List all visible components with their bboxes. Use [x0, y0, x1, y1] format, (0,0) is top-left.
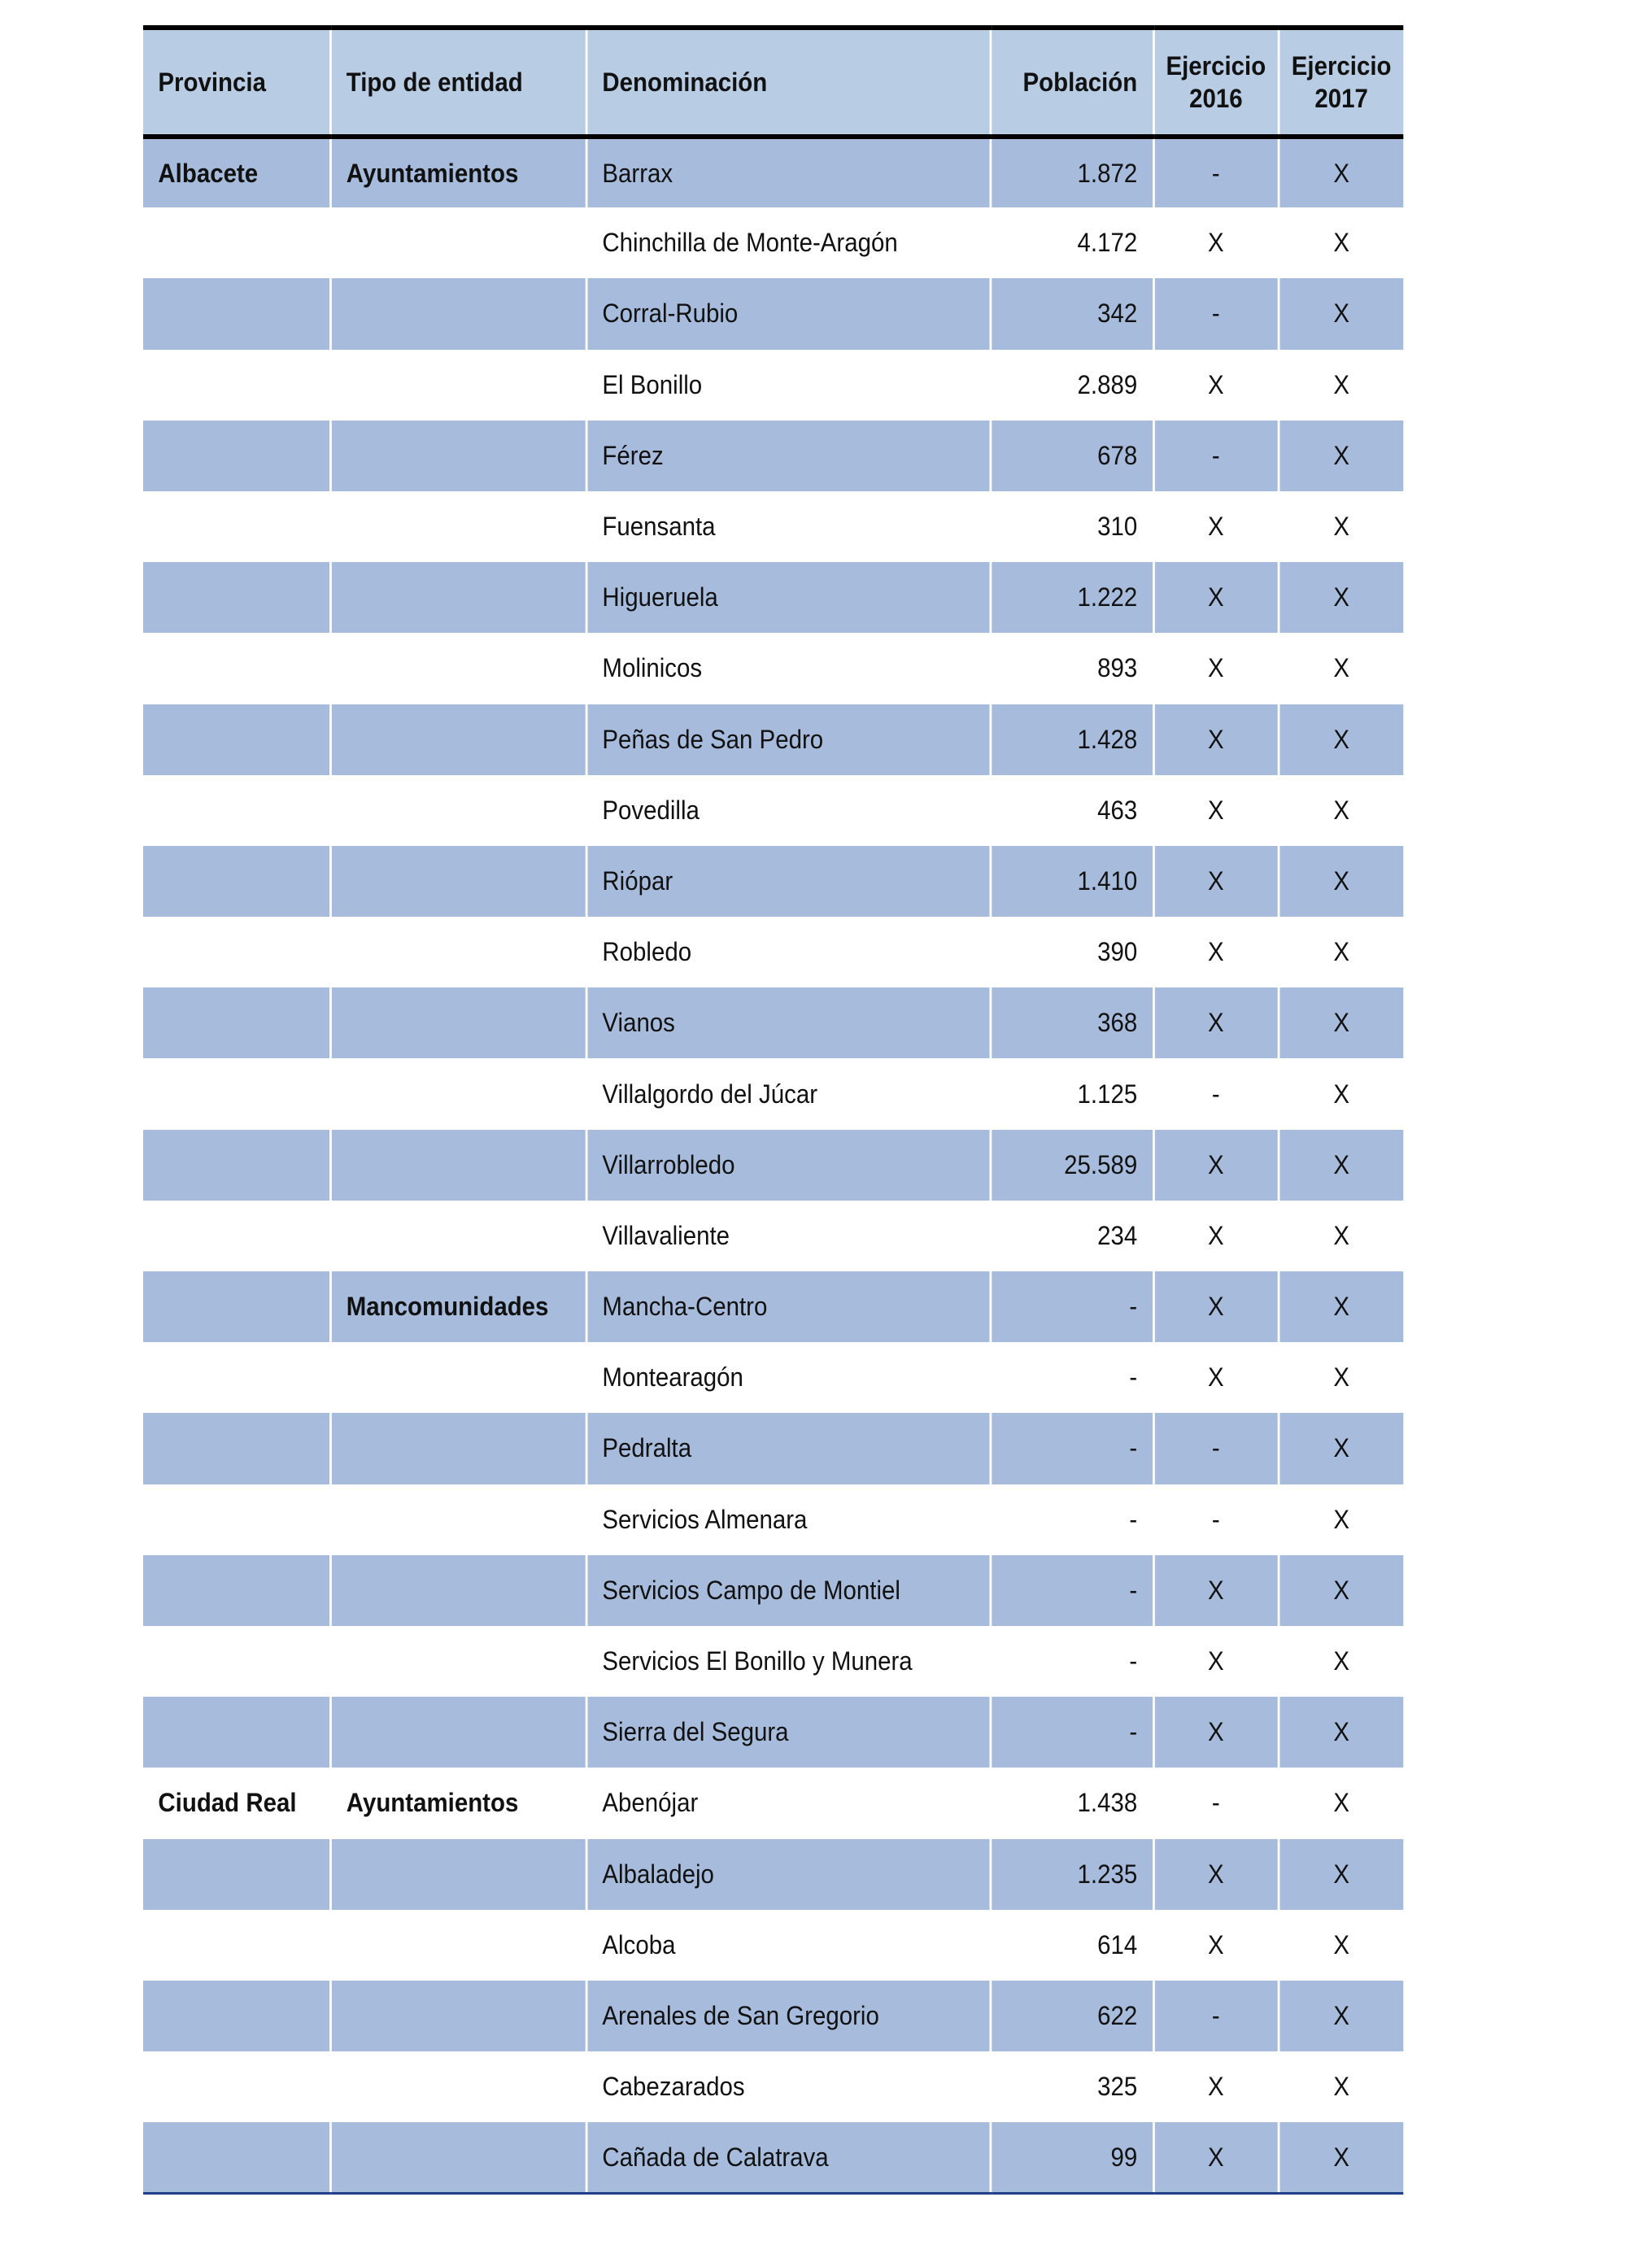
cell-denominacion: Villavaliente — [586, 1201, 991, 1271]
cell-ejercicio-2016: - — [1153, 1058, 1279, 1129]
cell-denominacion: Mancha-Centro — [586, 1271, 991, 1342]
header-ejercicio-2016 — [1153, 28, 1279, 137]
cell-denominacion: El Bonillo — [586, 350, 991, 421]
cell-ejercicio-2017: X — [1333, 1504, 1349, 1534]
cell-provincia — [143, 917, 330, 987]
cell-provincia — [143, 1201, 330, 1271]
cell-provincia — [143, 1130, 330, 1201]
header-poblacion: Población — [990, 28, 1153, 137]
table-row — [143, 278, 1403, 349]
cell-ejercicio-2017: X — [1333, 512, 1349, 542]
header-tipo-entidad: Tipo de entidad — [330, 28, 586, 137]
cell-tipo-entidad — [330, 987, 586, 1058]
table-header — [143, 28, 1403, 137]
cell-tipo-entidad: Ayuntamientos — [330, 1768, 586, 1838]
cell-ejercicio-2016: X — [1153, 775, 1279, 846]
cell-ejercicio-2016: X — [1153, 2122, 1279, 2193]
cell-ejercicio-2016: X — [1153, 1130, 1279, 1201]
cell-denominacion: Chinchilla de Monte-Aragón — [586, 207, 991, 278]
cell-tipo-entidad — [330, 775, 586, 846]
cell-ejercicio-2017: X — [1333, 369, 1349, 399]
cell-poblacion: 368 — [990, 987, 1153, 1058]
cell-ejercicio-2016: X — [1153, 350, 1279, 421]
cell-tipo-entidad — [330, 633, 586, 704]
cell-denominacion: Villalgordo del Júcar — [586, 1058, 991, 1129]
cell-poblacion: 614 — [990, 1910, 1153, 1981]
cell-ejercicio-2016: X — [1153, 2051, 1279, 2122]
cell-ejercicio-2017: X — [1279, 421, 1404, 491]
table-row — [143, 1910, 1403, 1981]
cell-denominacion: Peñas de San Pedro — [586, 704, 991, 775]
cell-tipo-entidad — [330, 917, 586, 987]
cell-tipo-entidad — [330, 1981, 586, 2051]
cell-ejercicio-2016: X — [1153, 1201, 1279, 1271]
cell-provincia — [143, 1413, 330, 1484]
cell-ejercicio-2017: X — [1333, 1646, 1349, 1676]
cell-provincia — [143, 1555, 330, 1626]
cell-ejercicio-2016: X — [1153, 633, 1279, 704]
table-row — [143, 1130, 1403, 1201]
cell-poblacion: 622 — [990, 1981, 1153, 2051]
cell-ejercicio-2017: X — [1279, 278, 1404, 349]
cell-poblacion: 2.889 — [990, 350, 1153, 421]
table-row — [143, 1697, 1403, 1768]
cell-ejercicio-2016: X — [1153, 562, 1279, 633]
cell-poblacion: 1.235 — [990, 1839, 1153, 1910]
table-row — [143, 137, 1403, 207]
cell-provincia — [143, 207, 330, 278]
cell-denominacion: Vianos — [586, 987, 991, 1058]
cell-ejercicio-2017: X — [1333, 1929, 1349, 1959]
cell-ejercicio-2016: X — [1153, 1342, 1279, 1413]
cell-denominacion: Higueruela — [586, 562, 991, 633]
cell-provincia: Ciudad Real — [143, 1768, 330, 1838]
cell-provincia — [143, 562, 330, 633]
cell-ejercicio-2017: X — [1279, 987, 1404, 1058]
table-row — [143, 1555, 1403, 1626]
cell-tipo-entidad — [330, 1130, 586, 1201]
cell-provincia: Albacete — [143, 137, 330, 207]
cell-denominacion: Albaladejo — [586, 1839, 991, 1910]
cell-ejercicio-2017: X — [1333, 937, 1349, 967]
cell-provincia — [143, 846, 330, 917]
cell-ejercicio-2016: X — [1153, 1910, 1279, 1981]
table-row — [143, 987, 1403, 1058]
cell-denominacion: Fuensanta — [586, 491, 991, 562]
cell-provincia — [143, 1484, 330, 1555]
cell-tipo-entidad — [330, 491, 586, 562]
header-ejercicio-2016-line1: Ejercicio — [1166, 51, 1266, 81]
cell-provincia — [143, 633, 330, 704]
table-row — [143, 775, 1403, 846]
cell-ejercicio-2017: X — [1279, 1271, 1404, 1342]
cell-tipo-entidad — [330, 846, 586, 917]
table-row — [143, 1626, 1403, 1697]
cell-tipo-entidad — [330, 1342, 586, 1413]
cell-ejercicio-2016: - — [1153, 137, 1279, 207]
cell-denominacion: Barrax — [586, 137, 991, 207]
cell-poblacion: - — [990, 1555, 1153, 1626]
cell-tipo-entidad — [330, 207, 586, 278]
table-row — [143, 421, 1403, 491]
cell-tipo-entidad — [330, 1697, 586, 1768]
cell-ejercicio-2016: X — [1153, 846, 1279, 917]
cell-ejercicio-2017: X — [1279, 704, 1404, 775]
table-row — [143, 1768, 1403, 1838]
header-ejercicio-2017-line2: 2017 — [1314, 84, 1368, 113]
cell-ejercicio-2016: - — [1153, 278, 1279, 349]
cell-ejercicio-2017: X — [1333, 1788, 1349, 1818]
cell-tipo-entidad — [330, 1910, 586, 1981]
cell-poblacion: 678 — [990, 421, 1153, 491]
table-row — [143, 1839, 1403, 1910]
table-row — [143, 1484, 1403, 1555]
cell-poblacion: 463 — [990, 775, 1153, 846]
cell-poblacion: 1.125 — [990, 1058, 1153, 1129]
cell-provincia — [143, 1839, 330, 1910]
cell-ejercicio-2016: X — [1153, 987, 1279, 1058]
cell-denominacion: Abenójar — [586, 1768, 991, 1838]
cell-poblacion: 325 — [990, 2051, 1153, 2122]
table-row — [143, 1981, 1403, 2051]
cell-denominacion: Servicios El Bonillo y Munera — [586, 1626, 991, 1697]
cell-poblacion: - — [990, 1484, 1153, 1555]
cell-poblacion: 1.410 — [990, 846, 1153, 917]
table-row — [143, 917, 1403, 987]
cell-ejercicio-2016: X — [1153, 704, 1279, 775]
cell-ejercicio-2017: X — [1279, 1555, 1404, 1626]
cell-tipo-entidad — [330, 1058, 586, 1129]
cell-ejercicio-2016: X — [1153, 1555, 1279, 1626]
cell-tipo-entidad — [330, 1555, 586, 1626]
header-ejercicio-2016-line2: 2016 — [1189, 84, 1243, 113]
cell-provincia — [143, 704, 330, 775]
cell-ejercicio-2017: X — [1279, 1413, 1404, 1484]
header-ejercicio-2017 — [1279, 28, 1404, 137]
table-row — [143, 491, 1403, 562]
table-body — [143, 137, 1403, 2193]
cell-tipo-entidad — [330, 1839, 586, 1910]
header-ejercicio-2017-line1: Ejercicio — [1291, 51, 1392, 81]
cell-poblacion: 893 — [990, 633, 1153, 704]
cell-denominacion: Cabezarados — [586, 2051, 991, 2122]
cell-provincia — [143, 421, 330, 491]
cell-ejercicio-2017: X — [1279, 562, 1404, 633]
cell-ejercicio-2017: X — [1279, 846, 1404, 917]
cell-denominacion: Férez — [586, 421, 991, 491]
table-row — [143, 704, 1403, 775]
cell-tipo-entidad: Ayuntamientos — [330, 137, 586, 207]
cell-ejercicio-2016: - — [1153, 421, 1279, 491]
cell-poblacion: 342 — [990, 278, 1153, 349]
cell-denominacion: Corral-Rubio — [586, 278, 991, 349]
cell-ejercicio-2017: X — [1333, 653, 1349, 683]
cell-ejercicio-2016: - — [1153, 1413, 1279, 1484]
cell-provincia — [143, 2051, 330, 2122]
cell-tipo-entidad — [330, 562, 586, 633]
cell-ejercicio-2017: X — [1279, 2122, 1404, 2193]
cell-poblacion: 1.428 — [990, 704, 1153, 775]
cell-poblacion: 234 — [990, 1201, 1153, 1271]
table-row — [143, 1342, 1403, 1413]
cell-tipo-entidad — [330, 2122, 586, 2193]
cell-ejercicio-2016: X — [1153, 1839, 1279, 1910]
cell-ejercicio-2017: X — [1333, 1220, 1349, 1250]
cell-ejercicio-2017: X — [1333, 1079, 1349, 1109]
table-row — [143, 207, 1403, 278]
table-row — [143, 562, 1403, 633]
cell-ejercicio-2016: - — [1153, 1981, 1279, 2051]
cell-ejercicio-2017: X — [1333, 228, 1349, 258]
cell-denominacion: Sierra del Segura — [586, 1697, 991, 1768]
cell-denominacion: Servicios Almenara — [586, 1484, 991, 1555]
table-row — [143, 2122, 1403, 2193]
cell-poblacion: 1.438 — [990, 1768, 1153, 1838]
cell-tipo-entidad — [330, 278, 586, 349]
cell-ejercicio-2016: - — [1153, 1768, 1279, 1838]
cell-poblacion: 390 — [990, 917, 1153, 987]
table-row — [143, 2051, 1403, 2122]
cell-provincia — [143, 1626, 330, 1697]
cell-denominacion: Riópar — [586, 846, 991, 917]
cell-poblacion: 4.172 — [990, 207, 1153, 278]
cell-denominacion: Servicios Campo de Montiel — [586, 1555, 991, 1626]
table-row — [143, 633, 1403, 704]
cell-tipo-entidad — [330, 421, 586, 491]
cell-denominacion: Povedilla — [586, 775, 991, 846]
cell-provincia — [143, 491, 330, 562]
cell-ejercicio-2016: X — [1153, 917, 1279, 987]
header-denominacion: Denominación — [586, 28, 991, 137]
cell-poblacion: - — [990, 1342, 1153, 1413]
cell-poblacion: - — [990, 1271, 1153, 1342]
cell-provincia — [143, 1697, 330, 1768]
table-row — [143, 350, 1403, 421]
cell-poblacion: - — [990, 1413, 1153, 1484]
table-row — [143, 1413, 1403, 1484]
cell-provincia — [143, 987, 330, 1058]
cell-denominacion: Alcoba — [586, 1910, 991, 1981]
cell-ejercicio-2016: - — [1153, 1484, 1279, 1555]
cell-ejercicio-2016: X — [1153, 1271, 1279, 1342]
cell-poblacion: - — [990, 1626, 1153, 1697]
cell-tipo-entidad — [330, 1626, 586, 1697]
cell-ejercicio-2017: X — [1279, 137, 1404, 207]
cell-poblacion: 25.589 — [990, 1130, 1153, 1201]
cell-tipo-entidad — [330, 704, 586, 775]
cell-provincia — [143, 350, 330, 421]
cell-poblacion: 310 — [990, 491, 1153, 562]
cell-provincia — [143, 1910, 330, 1981]
cell-denominacion: Cañada de Calatrava — [586, 2122, 991, 2193]
cell-denominacion: Robledo — [586, 917, 991, 987]
cell-denominacion: Villarrobledo — [586, 1130, 991, 1201]
cell-ejercicio-2017: X — [1333, 2072, 1349, 2102]
table-row — [143, 1201, 1403, 1271]
cell-poblacion: - — [990, 1697, 1153, 1768]
cell-provincia — [143, 1981, 330, 2051]
cell-denominacion: Arenales de San Gregorio — [586, 1981, 991, 2051]
cell-denominacion: Pedralta — [586, 1413, 991, 1484]
cell-tipo-entidad — [330, 2051, 586, 2122]
cell-denominacion: Molinicos — [586, 633, 991, 704]
cell-provincia — [143, 2122, 330, 2193]
cell-ejercicio-2017: X — [1279, 1981, 1404, 2051]
table-row — [143, 846, 1403, 917]
cell-provincia — [143, 278, 330, 349]
cell-ejercicio-2016: X — [1153, 491, 1279, 562]
cell-ejercicio-2017: X — [1333, 795, 1349, 825]
cell-provincia — [143, 1342, 330, 1413]
cell-ejercicio-2016: X — [1153, 1697, 1279, 1768]
cell-provincia — [143, 1271, 330, 1342]
header-row — [143, 28, 1403, 137]
cell-poblacion: 1.222 — [990, 562, 1153, 633]
cell-poblacion: 99 — [990, 2122, 1153, 2193]
table-row — [143, 1271, 1403, 1342]
cell-ejercicio-2017: X — [1279, 1130, 1404, 1201]
cell-ejercicio-2017: X — [1279, 1839, 1404, 1910]
cell-ejercicio-2017: X — [1279, 1697, 1404, 1768]
cell-tipo-entidad — [330, 1484, 586, 1555]
header-provincia: Provincia — [143, 28, 330, 137]
cell-provincia — [143, 1058, 330, 1129]
cell-ejercicio-2016: X — [1153, 207, 1279, 278]
cell-tipo-entidad: Mancomunidades — [330, 1271, 586, 1342]
cell-tipo-entidad — [330, 1413, 586, 1484]
cell-tipo-entidad — [330, 1201, 586, 1271]
table-row — [143, 1058, 1403, 1129]
cell-tipo-entidad — [330, 350, 586, 421]
cell-ejercicio-2017: X — [1333, 1362, 1349, 1393]
entities-table — [143, 25, 1403, 2195]
cell-poblacion: 1.872 — [990, 137, 1153, 207]
cell-ejercicio-2016: X — [1153, 1626, 1279, 1697]
cell-denominacion: Montearagón — [586, 1342, 991, 1413]
cell-provincia — [143, 775, 330, 846]
